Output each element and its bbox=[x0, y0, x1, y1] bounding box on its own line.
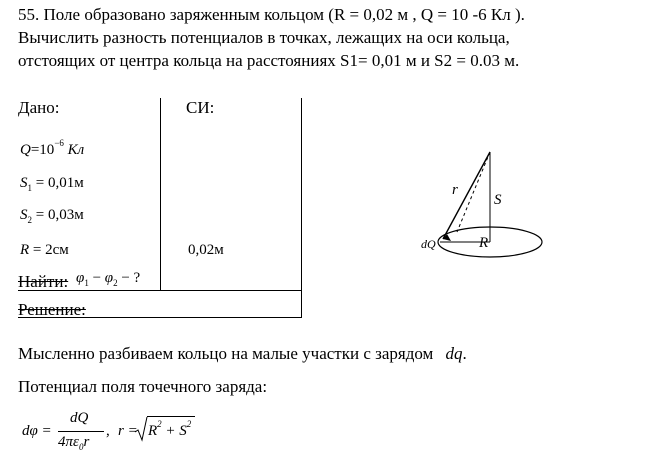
given-s1 bbox=[20, 175, 84, 192]
formula-denominator bbox=[58, 434, 89, 451]
given-s1-value: = 0,01м bbox=[35, 175, 84, 191]
formula-den-index: 0 bbox=[78, 442, 84, 452]
solution-text-1 bbox=[18, 344, 467, 364]
given-q-eq: =10 bbox=[30, 142, 55, 158]
find-label: Найти: bbox=[18, 272, 69, 291]
problem-line-2: Вычислить разность потенциалов в точках, лежащих на оси кольца, bbox=[18, 28, 510, 47]
problem-line-3: отстоящих от центра кольца на расстояниях S1= 0,01 м и S2 = 0.03 м. bbox=[18, 51, 520, 70]
given-s2-index: 2 bbox=[27, 215, 32, 225]
solution-text-1-main: Мысленно разбиваем кольцо на малые участки с зарядом bbox=[18, 344, 434, 363]
problem-line-1: 55. Поле образовано заряженным кольцом (R = 0,02 м , Q = 10 -6 Кл ). bbox=[18, 5, 525, 24]
diagram-label-dq: dQ bbox=[421, 237, 436, 251]
find-phi1-index: 1 bbox=[84, 278, 89, 288]
given-q-symbol: Q bbox=[20, 142, 31, 158]
given-r bbox=[20, 242, 69, 259]
diagram-label-R: R bbox=[479, 235, 489, 251]
given-s2-symbol: S bbox=[20, 207, 28, 223]
diagram-label-r: r bbox=[452, 182, 458, 198]
solution-text-2: Потенциал поля точечного заряда: bbox=[18, 377, 268, 396]
find-phi2-index: 2 bbox=[113, 278, 118, 288]
find-phi1: φ bbox=[76, 270, 85, 286]
find-expression bbox=[76, 270, 140, 287]
given-s1-symbol: S bbox=[20, 175, 28, 191]
formula-den-a: 4πε bbox=[58, 434, 79, 450]
r-dashed-line bbox=[457, 152, 490, 232]
solution-label: Решение: bbox=[18, 300, 86, 319]
given-q-exp: −6 bbox=[54, 138, 64, 148]
diagram-label-s: S bbox=[494, 192, 502, 208]
sqrt-sign-icon bbox=[134, 416, 148, 442]
find-phi2: φ bbox=[104, 270, 114, 286]
formula-den-b: r bbox=[83, 434, 90, 450]
table-divider-given-si bbox=[160, 98, 161, 290]
given-s2-value: = 0,03м bbox=[35, 207, 84, 223]
find-minus: − bbox=[92, 270, 102, 286]
given-q-unit: Кл bbox=[67, 142, 85, 158]
formula-rad-exp1: 2 bbox=[157, 419, 162, 429]
formula-fraction-bar bbox=[58, 431, 104, 432]
given-header: Дано: bbox=[18, 98, 60, 117]
formula-radicand bbox=[148, 419, 192, 440]
formula-lhs: dφ = bbox=[22, 423, 52, 439]
formula-comma: , bbox=[106, 423, 110, 439]
given-r-value: = 2см bbox=[32, 242, 69, 258]
formula-rad-r: R bbox=[148, 423, 158, 439]
find-tail: − ? bbox=[121, 270, 141, 286]
table-divider-right bbox=[301, 98, 302, 318]
given-r-symbol: R bbox=[20, 242, 30, 258]
given-q bbox=[20, 138, 85, 159]
given-s2 bbox=[20, 207, 84, 224]
formula-rad-plus-s: + S bbox=[165, 423, 187, 439]
solution-dot: . bbox=[462, 344, 467, 363]
sqrt-overbar bbox=[147, 416, 195, 417]
formula-rad-exp2: 2 bbox=[186, 419, 192, 429]
si-r-value: 0,02м bbox=[188, 242, 224, 258]
given-s1-index: 1 bbox=[27, 183, 32, 193]
r-line bbox=[443, 152, 490, 239]
si-header: СИ: bbox=[186, 98, 215, 117]
formula-numerator: dQ bbox=[70, 410, 89, 426]
solution-dq: dq bbox=[445, 344, 463, 363]
formula-r-eq: r = bbox=[118, 423, 138, 439]
